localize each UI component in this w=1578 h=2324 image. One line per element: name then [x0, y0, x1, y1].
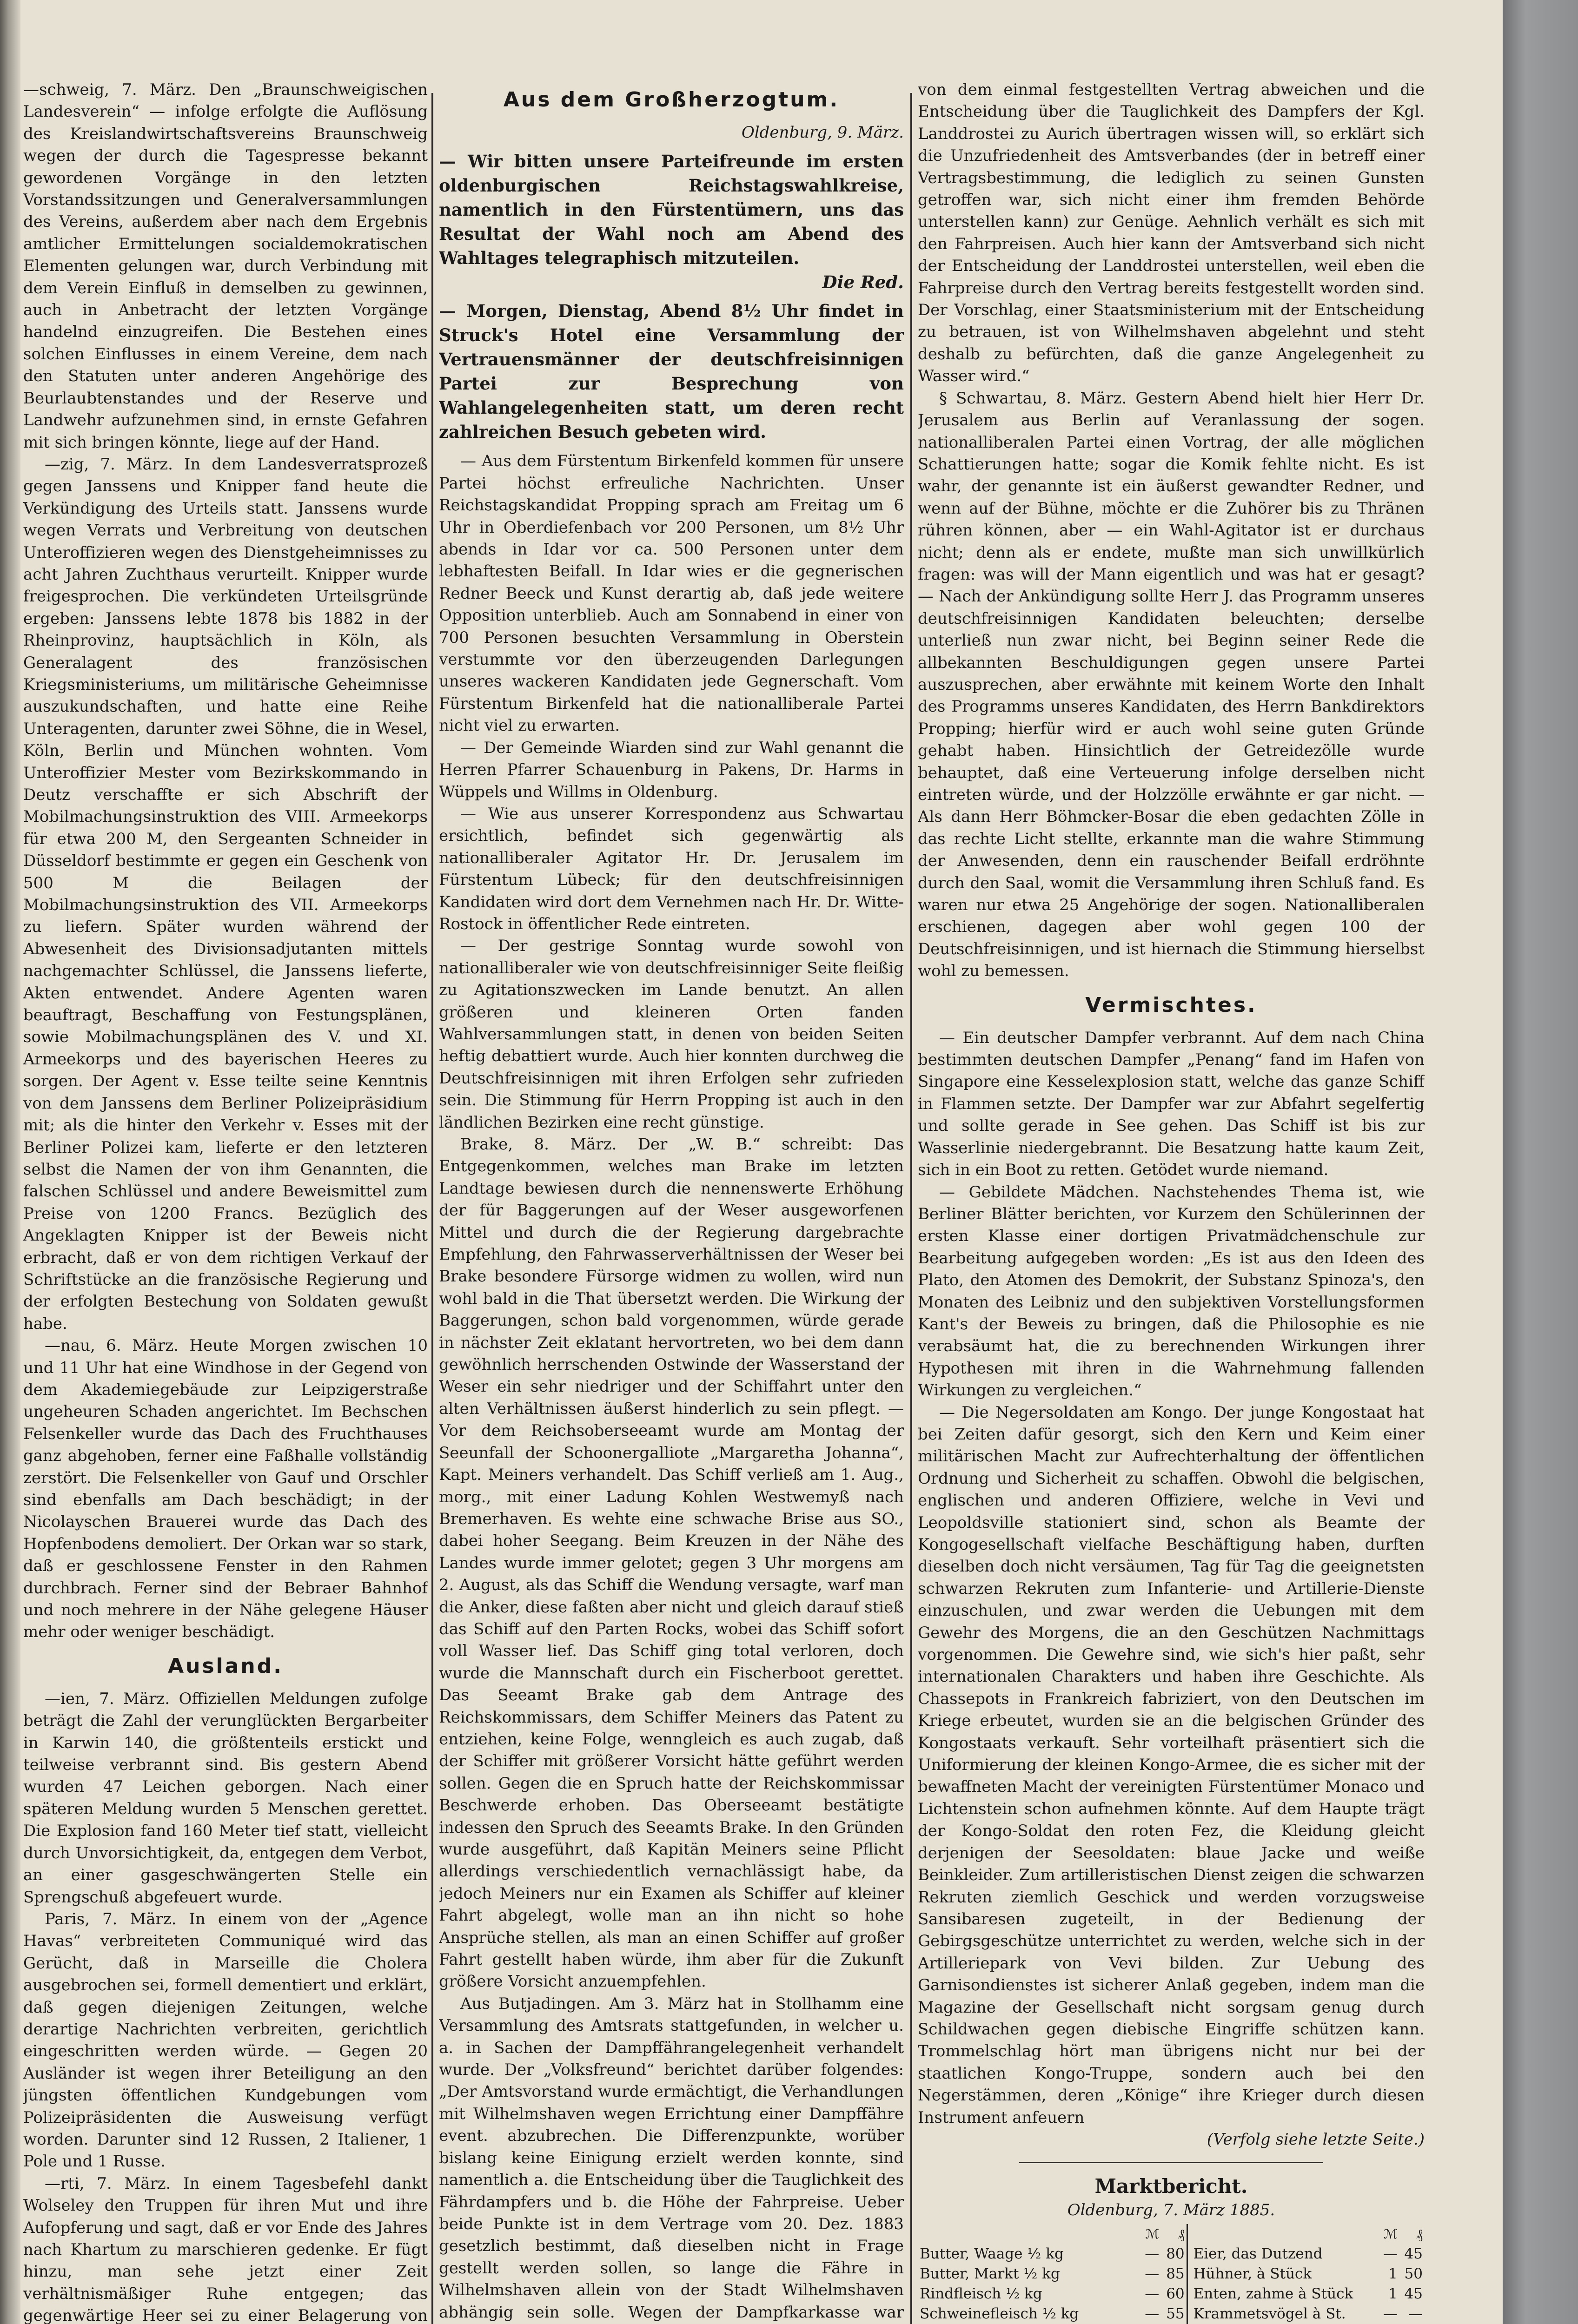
notice-signature: Die Red. [822, 272, 904, 293]
market-row [918, 2264, 1425, 2284]
market-item: Eier, das Dutzend [1187, 2244, 1379, 2264]
article-wiarden: — Der Gemeinde Wiarden sind zur Wahl genannt die Herren Pfarrer Schauenburg in Pakens, Dr. Harms in Wüppels und Willms in Oldenburg. [439, 738, 904, 801]
market-price-table [918, 2224, 1425, 2324]
price-mark: — [1145, 2285, 1160, 2303]
price-pfennig: 55 [1166, 2305, 1185, 2323]
market-item: Hühner, à Stück [1187, 2264, 1379, 2284]
market-row [918, 2244, 1425, 2264]
notice-versammlung: — Morgen, Dienstag, Abend 8½ Uhr findet in Struck's Hotel eine Versammlung der Vertrauensmänner der deutschfreisinnigen Partei zur Besprechung von Wahlangelegenheiten statt, um deren recht zahlreichen Besuch gebeten wird. [439, 301, 904, 442]
price-pfennig: 80 [1166, 2245, 1185, 2263]
article-brake: Brake, 8. März. Der „W. B.“ schreibt: Das Entgegenkommen, welches man Brake im letzten Landtage bewiesen durch die nennenswerte Erhöhung der für Baggerungen auf der Weser ausgeworfenen Mittel und durch die der Regierung dargebrachte Empfehlung, den Fahrwasserverhältnissen der Weser bei Brake besondere Fürsorge widmen zu wollen, wird nun wohl bald in die That übersetzt werden. Die Wirkung der Baggerungen, schon bald vorgenommen, würde gerade in nächster Zeit eklatant hervortreten, wo bei dem dann gewöhnlich herrschenden Ostwinde der Wasserstand der Weser ein sehr niedriger und der Schiffahrt unter den alten Verhältnissen äußerst hinderlich zu sein pflegt. — Vor dem Reichsoberseeamt wurde am Montag der Seeunfall der Schoonergalliote „Margaretha Johanna“, Kapt. Meiners verhandelt. Das Schiff verließ am 1. Aug., morg., mit einer Ladung Kohlen Westwemyß nach Bremerhaven. Es wehte eine schwache Brise aus SO., dabei hoher Seegang. Beim Kreuzen in der Nähe des Landes wurde immer gelotet; gegen 3 Uhr morgens am 2. August, als das Schiff die Wendung versagte, warf man die Anker, diese faßten aber nicht und gleich darauf stieß das Schiff auf den Parten Rocks, wobei das Schiff sofort voll Wasser lief. Das Schiff ging total verloren, doch wurde die Mannschaft durch ein Fischerboot gerettet. Das Seeamt Brake gab dem Antrage des Reichskommissars, dem Schiffer Meiners das Patent zu entziehen, keine Folge, wenngleich es auch zugab, daß der Schiffer mit größerer Vorsicht hätte geführt werden sollen. Gegen die en Spruch hatte der Reichskommissar Beschwerde erhoben. Das Oberseeamt bestätigte indessen den Spruch des Seeamts Brake. In den Gründen wurde ausgeführt, daß Kapitän Meiners seine Pflicht allerdings verschiedentlich vernachlässigt habe, da jedoch Meiners nur ein Examen als Schiffer auf kleiner Fahrt abgelegt, wolle man an ihn nicht so hohe Ansprüche stellen, als man an einen Schiffer auf großer Fahrt gestellt haben würde, ihm aber für die Zukunft größere Vorsicht anzuempfehlen. [439, 1135, 904, 1991]
price-mark: — [1145, 2245, 1160, 2263]
article-sonntag: — Der gestrige Sonntag wurde sowohl von nationalliberaler wie von deutschfreisinniger Seite fleißig zu Agitationszwecken im Lande benutzt. An allen größeren und kleineren Orten fanden Wahlversammlungen statt, in denen von beiden Seiten heftig debattiert wurde. Auch hier konnten durchweg die Deutschfreisinnigen mit ihren Erfolgen sehr zufrieden sein. Die Stimmung für Herrn Propping ist auch in den ländlichen Bezirken eine recht günstige. [439, 937, 904, 1132]
article-dampfer: — Ein deutscher Dampfer verbrannt. Auf dem nach China bestimmten deutschen Dampfer „Penang“ fand im Hafen von Singapore eine Kesselexplosion statt, welche das ganze Schiff in Flammen setzte. Der Dampfer war zur Abfahrt segelfertig und sollte gerade in See gehen. Das Schiff ist bis zur Wasserlinie niedergebrannt. Die Besatzung hatte kaum Zeit, sich in ein Boot zu retten. Getödet wurde niemand. [918, 1028, 1425, 1180]
page-edge [1503, 0, 1578, 2324]
article-korti: —rti, 7. März. In einem Tagesbefehl dankt Wolseley den Truppen für ihren Mut und ihre Aufopferung und sagt, daß er vor Ende des Jahres nach Khartum zu marschieren gedenke. Er fügt hinzu, man sehe jetzt einer Zeit verhältnismäßiger Ruhe entgegen; das gegenwärtige Heer sei zu einer Belagerung von [23, 2174, 428, 2324]
article-birkenfeld: — Aus dem Fürstentum Birkenfeld kommen für unsere Partei höchst erfreuliche Nachrichten. Unser Reichstagskandidat Propping sprach am Freitag um 6 Uhr in Oberdiefenbach vor 200 Personen, um 8½ Uhr abends in Idar vor ca. 500 Personen unter dem lebhaftesten Beifall. In Idar wies er die gegnerischen Redner Beeck und Kunst derartig ab, daß jede weitere Opposition unterblieb. Auch am Sonnabend in einer von 700 Personen besuchten Versammlung in Oberstein verstummte vor den überzeugenden Darlegungen unseres wackeren Kandidaten jede Gegnerschaft. Vom Fürstentum Birkenfeld hat die nationalliberale Partei nicht viel zu erwarten. [439, 452, 904, 735]
article-maedchen: — Gebildete Mädchen. Nachstehendes Thema ist, wie Berliner Blätter berichten, vor Kurzem den Schülerinnen der ersten Klasse einer dortigen Privatmädchenschule zur Bearbeitung aufgegeben worden: „Es ist aus den Ideen des Plato, den Atomen des Demokrit, der Substanz Spinoza's, den Monaten des Leibniz und den subjektiven Vorstellungsformen Kant's der Beweis zu bringen, daß die Philosophie es nie verabsäumt hat, die zu berechnenden Wirkungen ihrer Hypothesen mit ihren in die Wahrnehmung fallenden Wirkungen zu vergleichen.“ [918, 1182, 1425, 1400]
section-heading-grossherzogtum: Aus dem Großherzogtum. [503, 88, 840, 112]
column-2 [439, 79, 904, 2324]
continuation-note: (Verfolg siehe letzte Seite.) [1207, 2130, 1425, 2149]
notice-wahlresultat: — Wir bitten unsere Parteifreunde im ersten oldenburgischen Reichstagswahlkreise, namentlich in den Fürstentümern, uns das Resultat der Wahl noch am Abend des Wahltages telegraphisch mitzuteilen. [439, 151, 904, 269]
dateline: Oldenburg, 9. März. [741, 123, 904, 142]
price-mark: 1 [1388, 2285, 1398, 2303]
price-pfennig: 45 [1404, 2245, 1423, 2263]
price-pfennig: 45 [1404, 2285, 1423, 2303]
currency-mark-header: ℳ [1383, 2226, 1398, 2242]
binding-edge [0, 0, 20, 2324]
article-hanau: —nau, 6. März. Heute Morgen zwischen 10 und 11 Uhr hat eine Windhose in der Gegend von dem Akademiegebäude zur Leipzigerstraße ungeheuren Schaden angerichtet. Im Bechschen Felsenkeller wurde das Dach des Fruchthauses ganz abgehoben, ferner eine Faßhalle vollständig zerstört. Die Felsenkeller von Gauf und Orschler sind ebenfalls am Dach beschädigt; in der Nicolayschen Brauerei wurde das Dach des Hopfenbodens demoliert. Der Orkan war so stark, daß er geschlossene Fenster in den Rahmen durchbrach. Ferner sind der Bebraer Bahnhof und noch mehrere in der Nähe gelegene Häuser mehr oder weniger beschädigt. [23, 1336, 428, 1642]
market-row [918, 2284, 1425, 2304]
price-pfennig: — [1408, 2305, 1423, 2323]
market-row [918, 2304, 1425, 2324]
price-pfennig: 50 [1404, 2265, 1423, 2283]
article-wien: —ien, 7. März. Offiziellen Meldungen zufolge beträgt die Zahl der verunglückten Bergarbeiter in Karwin 140, die größtenteils erstickt und teilweise verbrannt sind. Bis gestern Abend wurden 47 Leichen geborgen. Nach einer späteren Meldung wurden 5 Menschen gerettet. Die Explosion fand 160 Meter tief statt, vielleicht durch Unvorsichtigkeit, da, entgegen dem Verbot, an einer gasgeschwängerten Stelle ein Sprengschuß abgefeuert wurde. [23, 1689, 428, 1907]
currency-mark-header: ℳ [1145, 2226, 1160, 2242]
column-3 [918, 79, 1425, 2324]
price-mark: — [1383, 2245, 1398, 2263]
separator-rule [1019, 2162, 1323, 2163]
article-butjadingen: Aus Butjadingen. Am 3. März hat in Stollhamm eine Versammlung des Amtsrats stattgefunden, in welcher u. a. in Sachen der Dampffährangelegenheit verhandelt wurde. Der „Volksfreund“ berichtet darüber folgendes: „Der Amtsvorstand wurde ermächtigt, die Verhandlungen mit Wilhelmshaven wegen Errichtung einer Dampffähre event. abzubrechen. Die Differenzpunkte, worüber bislang keine Einigung erzielt werden konnte, sind namentlich a. die Entscheidung über die Tauglichkeit des Fährdampfers und b. die Höhe der Fahrpreise. Ueber beide Punkte ist in dem Vertrage vom 20. Dez. 1883 gesetzlich bestimmt, daß dieselben nicht in Frage gestellt werden sollen, so lange die Fähre in Wilhelmshaven allein von der Stadt Wilhelmshaven abhängig sein solle. Wegen der Dampfkarkasse war [439, 1994, 904, 2322]
article-butjadingen-continued: von dem einmal festgestellten Vertrag abweichen und die Entscheidung über die Tauglichkeit des Dampfers der Kgl. Landdrostei zu Aurich übertragen wissen will, so erklärt sich die Unzufriedenheit des Amtsverbandes (der in betreff einer Vertragsbestimmung, die lediglich zu seinen Gunsten getroffen war, sich nicht einer ihm fremden Behörde unterstellen kann) zur Genüge. Aehnlich verhält es sich mit den Fahrpreisen. Auch hier kann der Amtsverband sich nicht der Entscheidung der Landdrostei unterstellen, weil eben die Fahrpreise durch den Vertrag bereits festgestellt worden sind. Der Vorschlag, einer Staatsministerium mit der Entscheidung zu betrauen, ist von Wilhelmshaven abgelehnt und steht deshalb zu befürchten, daß die ganze Angelegenheit zu Wasser wird.“ [918, 80, 1425, 386]
market-item: Butter, Markt ½ kg [920, 2265, 1060, 2283]
article-kongo: — Die Negersoldaten am Kongo. Der junge Kongostaat hat bei Zeiten dafür gesorgt, sich den Kern und Keim einer militärischen Macht zur Aufrechterhaltung der öffentlichen Ordnung und Sicherheit zu schaffen. Obwohl die belgischen, englischen und anderen Offiziere, welche in Vevi und Leopoldsville stationiert sind, schon als Beamte der Kongogesellschaft vielfache Beschäftigung haben, durften dieselben doch nicht versäumen, Tag für Tag die geeignetsten schwarzen Rekruten zum Infanterie- und Artillerie-Dienste einzuschulen, und zwar werden die Uebungen mit dem Gewehr des Morgens, die an den Geschützen Nachmittags vorgenommen. Die Gewehre sind, wie sich's hier paßt, sehr internationalen Charakters und haben ihre Geschichte. Als Chassepots in Frankreich fabriziert, von den Deutschen im Kriege erbeutet, wurden sie an die belgischen Gründer des Kongostaats verkauft. Sehr vorteilhaft präsentiert sich die Uniformierung der kleinen Kongo-Armee, die es sicher mit der bewaffneten Macht der vereinigten Fürstentümer Monaco und Lichtenstein schon aufnehmen könnte. Auf dem Haupte trägt der Kongo-Soldat den roten Fez, die Kleidung gleicht derjenigen der Seesoldaten: blaue Jacke und weiße Beinkleider. Zum artilleristischen Dienst zeigen die schwarzen Rekruten ziemlich Geschick und werden vorzugsweise Sansibaresen zugeteilt, in der Bedienung der Gebirgsgeschütze unterrichtet zu werden, welche sich in der Artilleriepark von Vevi bilden. Zur Uebung des Garnisondienstes ist sicherer Anlaß gegeben, indem man die Magazine der Gesellschaft nicht sorgsam genug durch Schildwachen gegen diebische Eingriffe schützen kann. Trommelschlag hört man übrigens nicht nur bei der staatlichen Kongo-Truppe, sondern auch bei den Negerstämmen, deren „Könige“ ihre Krieger durch diesen Instrument anfeuern [918, 1403, 1425, 2127]
price-mark: — [1383, 2305, 1398, 2323]
currency-pf-header: ₰ [1178, 2226, 1185, 2242]
article-paris: Paris, 7. März. In einem von der „Agence Havas“ verbreiteten Communiqué wird das Gerücht, daß in Marseille die Cholera ausgebrochen sei, formell dementiert und erklärt, daß gegen diejenigen Zeitungen, welche derartige Nachrichten verbreiten, gerichtlich eingeschritten werden würde. — Gegen 20 Ausländer ist wegen ihrer Beteiligung an den jüngsten öffentlichen Kundgebungen vom Polizeipräsidenten die Ausweisung verfügt worden. Darunter sind 12 Russen, 2 Italiener, 1 Pole und 1 Russe. [23, 1909, 428, 2171]
price-mark: 1 [1388, 2265, 1398, 2283]
article-leipzig: —zig, 7. März. In dem Landesverratsprozeß gegen Janssens und Knipper fand heute die Verkündigung des Urteils statt. Janssens wurde wegen Verrats und Verbreitung von deutschen Unteroffizieren wegen des Dienstgeheimnisses zu acht Jahren Zuchthaus verurteilt. Knipper wurde freigesprochen. Die verkündeten Urteilsgründe ergeben: Janssens lebte 1878 bis 1882 in der Rheinprovinz, hauptsächlich in Köln, als Generalagent des französischen Kriegsministeriums, um militärische Geheimnisse auszukundschaften, und hatte eine Reihe Unteragenten, darunter zwei Söhne, die in Wesel, Köln, Berlin und München wohnten. Vom Unteroffizier Mester vom Bezirkskommando in Deutz verschaffte er sich Abschrift der Mobilmachungsinstruktion des VIII. Armeekorps für etwa 200 M, den Sergeanten Schneider in Düsseldorf bestimmte er gegen ein Geschenk von 500 M die Beilagen der Mobilmachungsinstruktion des VII. Armeekorps zu liefern. Später wurden während der Abwesenheit des Divisionsadjutanten mittels nachgemachter Schlüssel, die Janssens lieferte, Akten entwendet. Andere Agenten waren beauftragt, Beschaffung von Festungsplänen, sowie Mobilmachungsplänen des V. und XI. Armeekorps und des bayerischen Heeres zu sorgen. Der Agent v. Esse teilte seine Kenntnis von dem Janssens dem Berliner Polizeipräsidium mit; als die hinter den Verkehr v. Esses mit der Berliner Polizei kam, lieferte er den letzteren selbst die Namen der von ihm Genannten, die falschen Schlüssel und andere Beweismittel zum Preise von 1200 Francs. Bezüglich des Angeklagten Knipper ist der Beweis nicht erbracht, daß er von dem richtigen Verkauf der Schriftstücke an die französische Regierung und der erfolgten Bestechung von Soldaten gewußt habe. [23, 455, 428, 1333]
market-item: Butter, Waage ½ kg [920, 2245, 1064, 2263]
column-divider [431, 93, 433, 2324]
market-item: Krammetsvögel à St. [1187, 2304, 1379, 2324]
market-item: Schweinefleisch ½ kg [920, 2305, 1079, 2323]
article-braunschweig: —schweig, 7. März. Den „Braunschweigischen Landesverein“ — infolge erfolgte die Auflösung des Kreislandwirtschaftsvereins Braunschweig wegen der durch die Tagespresse bekannt gewordenen Vorgänge in den letzten Vorstandssitzungen und Generalversammlungen des Vereins, außerdem aber nach dem Ergebnis amtlicher Ermittelungen socialdemokratischen Elementen gelungen war, durch Verbindung mit dem Verein Einfluß in demselben zu gewinnen, auch in Anbetracht der letzten Vorgänge handelnd einzugreifen. Die Bestehen eines solchen Einflusses in einem Vereine, dem nach den Statuten unter anderen Angehörige des Beurlaubtenstandes und der Reserve und Landwehr aufzunehmen sind, in ernste Gefahren mit sich bringen könnte, liege auf der Hand. [23, 80, 428, 452]
section-heading-vermischtes: Vermischtes. [1085, 993, 1257, 1017]
article-schwartau-korrespondenz: — Wie aus unserer Korrespondenz aus Schwartau ersichtlich, befindet sich gegenwärtig als nationalliberaler Agitator Hr. Dr. Jerusalem im Fürstentum Lübeck; für den deutschfreisinnigen Kandidaten wird dort dem Vernehmen nach Hr. Dr. Witte-Rostock in öffentlicher Rede eintreten. [439, 804, 904, 933]
section-heading-ausland: Ausland. [168, 1654, 283, 1678]
column-divider [910, 93, 912, 2324]
column-1 [23, 79, 428, 2324]
market-item: Enten, zahme à Stück [1187, 2284, 1379, 2304]
market-report-title: Marktbericht. [1094, 2175, 1248, 2198]
market-report-date: Oldenburg, 7. März 1885. [1067, 2200, 1275, 2219]
price-mark: — [1145, 2265, 1160, 2283]
price-mark: — [1145, 2305, 1160, 2323]
price-pfennig: 85 [1166, 2265, 1185, 2283]
currency-pf-header: ₰ [1416, 2226, 1423, 2242]
market-item: Rindfleisch ½ kg [920, 2285, 1042, 2303]
article-schwartau: § Schwartau, 8. März. Gestern Abend hielt hier Herr Dr. Jerusalem aus Berlin auf Veranlassung der sogen. nationalliberalen Partei einen Vortrag, der alle möglichen Schattierungen hatte; sogar die Komik fehlte nicht. Es ist wahr, der genannte ist ein äußerst gewandter Redner, und wenn auf der Bühne, möchte er die Zuhörer bis zu Thränen rühren können, aber — ein Wahl-Agitator ist er durchaus nicht; denn als er endete, mußte man sich unwillkürlich fragen: was will der Mann eigentlich und was hat er gesagt? — Nach der Ankündigung sollte Herr J. das Programm unseres deutschfreisinnigen Kandidaten beleuchten; derselbe unterließ nun zwar nicht, bei Beginn seiner Rede die allbekannten Beschuldigungen gegen unsere Partei auszusprechen, aber erwähnte mit keinem Worte den Inhalt des Programms unseres Kandidaten, des Herrn Bankdirektors Propping; hierfür wird er auch wohl seine guten Gründe gehabt haben. Hinsichtlich der Getreidezölle wurde behauptet, daß eine Verteuerung infolge derselben nicht eintreten würde, und der Holzzölle erwähnte er gar nicht. — Als dann Herr Böhmcker-Bosar die eben gedachten Zölle in das rechte Licht stellte, erkannte man die wahre Stimmung der Anwesenden, denn ein rauschender Beifall erdröhnte durch den Saal, womit die Versammlung ihren Schluß fand. Es waren nur etwa 25 Angehörige der sogen. Nationalliberalen erschienen, dagegen aber wohl gegen 100 der Deutschfreisinnigen, und ist hiernach die Stimmung hierselbst wohl zu bemessen. [918, 389, 1425, 981]
price-pfennig: 60 [1166, 2285, 1185, 2303]
